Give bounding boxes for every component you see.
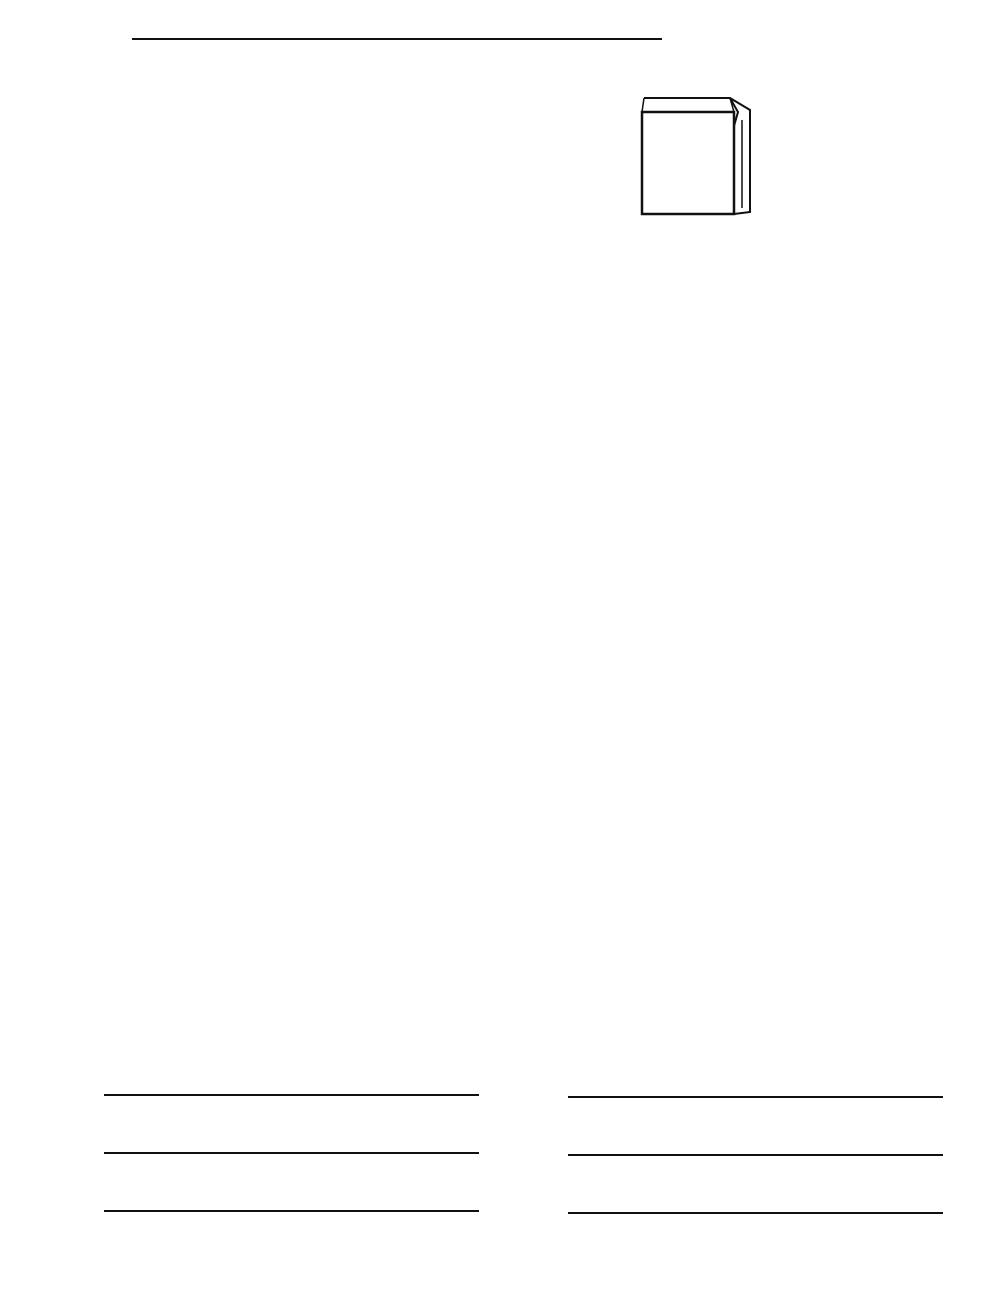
answer-line[interactable] xyxy=(104,1152,479,1154)
answer-line[interactable] xyxy=(568,1212,943,1214)
answer-line[interactable] xyxy=(568,1096,943,1098)
answer-line[interactable] xyxy=(104,1094,479,1096)
answer-line[interactable] xyxy=(104,1210,479,1212)
example-sack xyxy=(638,92,758,222)
answer-line[interactable] xyxy=(568,1154,943,1156)
name-write-line[interactable] xyxy=(132,38,662,40)
watermark xyxy=(171,237,840,883)
